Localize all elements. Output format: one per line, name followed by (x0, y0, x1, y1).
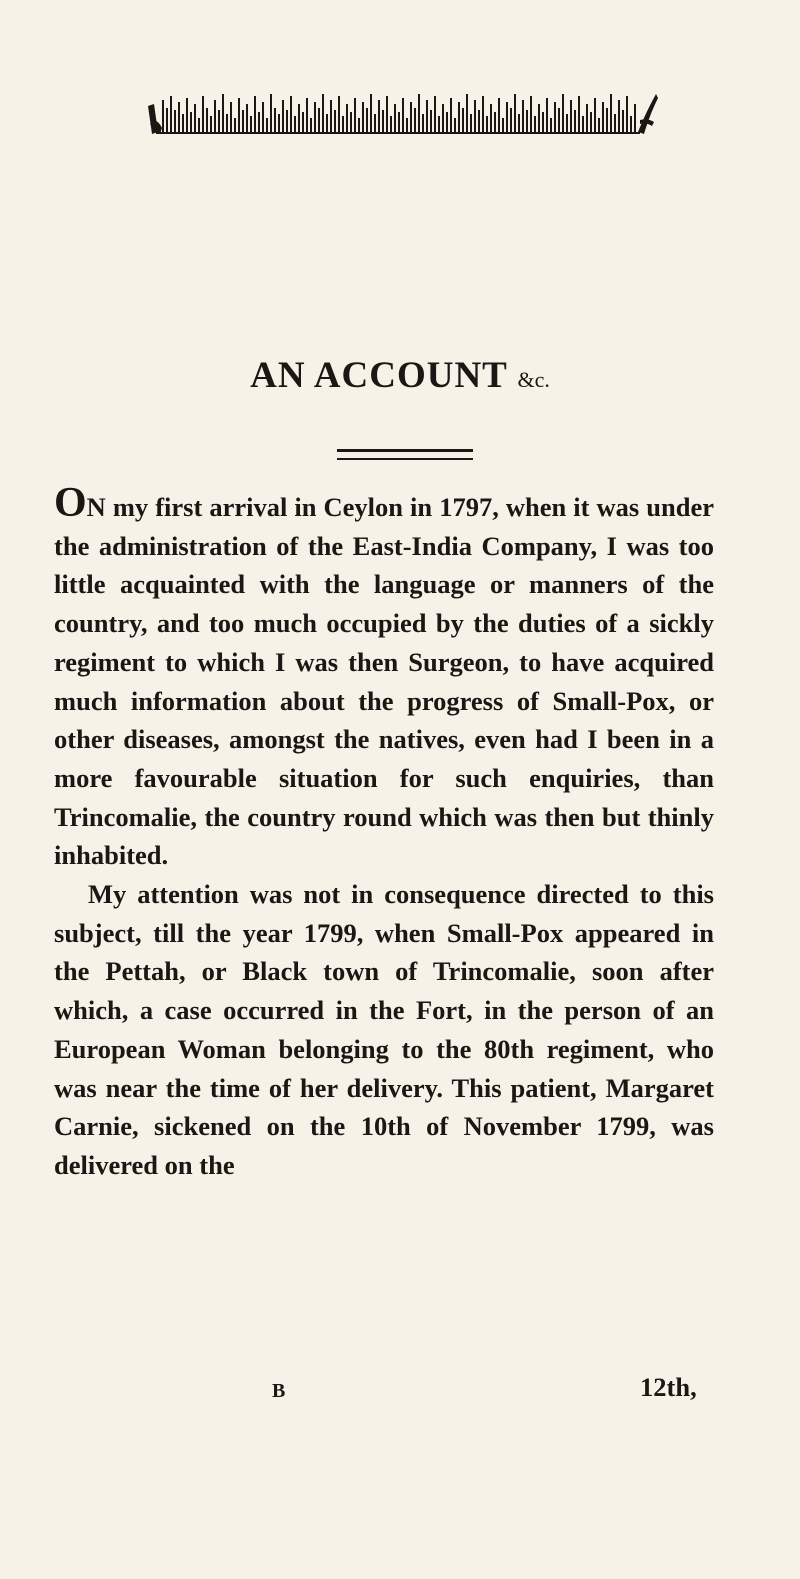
body-text (54, 480, 714, 1185)
signature-mark: B (272, 1380, 286, 1402)
paragraph-1 (54, 480, 714, 875)
ornament-icon (148, 94, 658, 134)
title-text: AN ACCOUNT (250, 355, 508, 396)
first-word-rest: N (86, 492, 106, 522)
title-divider-thick (337, 449, 473, 452)
decorative-header-ornament (146, 88, 660, 148)
title-suffix: &c. (517, 367, 550, 392)
page-footer (0, 1372, 800, 1412)
page-title (0, 356, 800, 400)
paragraph-2: My attention was not in consequence directed to this subject, till the year 1799, when Small-Pox appeared in the Pettah, or Black town of Trincomalie, soon after which, a case occurred in the Fort, in the person of an European Woman belonging to the 80th regiment, who was near the time of her delivery. This patient, Margaret Carnie, sickened on the 10th of November 1799, was delivered on the (54, 879, 714, 1180)
drop-cap: O (54, 480, 87, 526)
catchword: 12th, (640, 1372, 697, 1402)
paragraph-1-text: my first arrival in Ceylon in 1797, when it was under the administration of the East-India Company, I was too little acquainted with the language or manners of the country, and too much occupied by the duties of a sickly regiment to which I was then Surgeon, to have acquired much information about the progress of Small-Pox, or other diseases, amongst the natives, even had I been in a more favourable situation for such enquiries, than Trincomalie, the country round which was then but thinly inhabited. (54, 492, 714, 871)
title-divider-thin (337, 458, 473, 460)
